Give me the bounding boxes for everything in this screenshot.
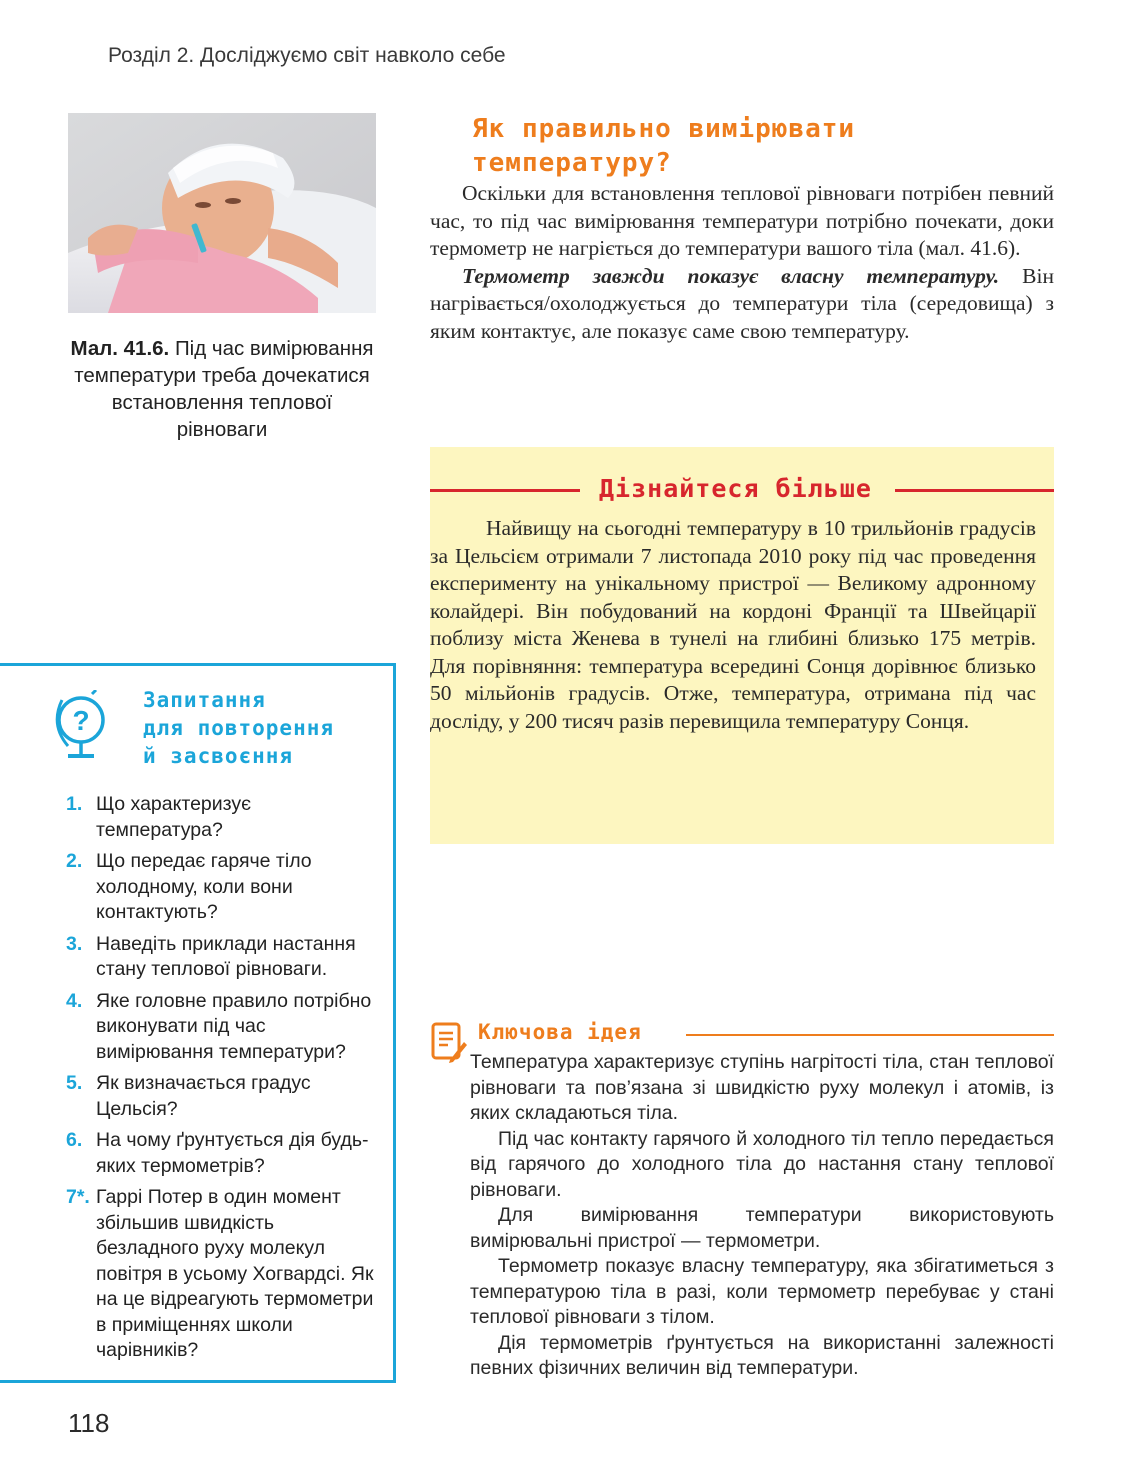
- questions-title-line-2: для повторення: [143, 716, 335, 740]
- learn-more-title: Дізнайтеся більше: [593, 474, 878, 503]
- main-paragraph-1: Оскільки для встановлення теплової рівноваги потрібен певний час, то під час вимірювання температури потрібно почекати, доки термометр не нагріється до температури вашого тіла (мал. 41.6).: [430, 181, 1054, 260]
- key-idea-text: [470, 1050, 1054, 1382]
- svg-text:?: ?: [72, 705, 90, 736]
- photo-child-with-thermometer: [68, 113, 376, 313]
- key-idea-paragraph: Температура характеризує ступінь нагрітості тіла, стан теплової рівноваги та пов’язана зі швидкістю руху молекул і атомів, із яких складаються тіла.: [470, 1051, 1054, 1124]
- section-title: Як правильно вимірювати температуру?: [472, 114, 856, 178]
- question-text: Що передає гаряче тіло холодному, коли вони контактують?: [96, 850, 312, 923]
- questions-title-line-1: Запитання: [143, 688, 266, 712]
- questions-list: [60, 792, 378, 1370]
- question-number: 3.: [66, 932, 83, 955]
- main-paragraph-2-text: Він нагрівається/охолоджується до температури тіла (середовища) з яким контактує, але показує саме свою температуру.: [430, 263, 1054, 343]
- question-text: Що характеризує температура?: [96, 793, 252, 841]
- key-idea-paragraph: Для вимірювання температури використовують вимірювальні пристрої — термометри.: [470, 1204, 1054, 1252]
- question-item: [60, 792, 378, 843]
- learn-more-text: Найвищу на сьогодні температуру в 10 трильйонів градусів за Цельсієм отримали 7 листопада 2010 року під час проведення експерименту на унікальному пристрої — Великому адронному колайдері. Він побудований на кордоні Франції та Швейцарії поблизу міста Женева в тунелі на глибині близько 175 метрів. Для порівняння: температура всередині Сонця дорівнює близько 50 мільйонів градусів. Отже, температура, отримана під час досліду, у 200 тисяч разів перевищила температуру Сонця.: [430, 516, 1036, 733]
- main-paragraph-2: [430, 263, 1054, 346]
- question-number: 6.: [66, 1129, 83, 1151]
- questions-title-line-3: й засвоєння: [143, 744, 294, 768]
- key-idea-paragraph: Дія термометрів ґрунтується на використанні залежності певних фізичних величин від температури.: [470, 1331, 1054, 1379]
- main-text: [430, 180, 1054, 345]
- question-number: 4.: [66, 989, 83, 1012]
- question-item: [60, 989, 378, 1066]
- key-idea-rule: [686, 1034, 1054, 1036]
- question-item: [60, 1185, 378, 1364]
- running-head: Розділ 2. Досліджуємо світ навколо себе: [108, 44, 506, 67]
- caption-text: Під час вимірювання температури треба дочекатися встановлення теплової рівноваги: [74, 337, 374, 441]
- question-text: Яке головне правило потрібно виконувати під час вимірювання температури?: [96, 989, 372, 1063]
- question-item: [60, 849, 378, 926]
- caption-label: Мал. 41.6.: [70, 337, 170, 360]
- key-idea-title: Ключова ідея: [478, 1020, 642, 1044]
- question-text: Наведіть приклади настання стану теплової рівноваги.: [96, 932, 356, 980]
- main-paragraph-2-emphasis: Термометр завжди показує власну температуру.: [462, 263, 1000, 288]
- question-text: Як визначається градус Цельсія?: [96, 1072, 311, 1120]
- key-idea-paragraph: Під час контакту гарячого й холодного тіл тепло передається від гарячого до холодного тіла до настання стану теплової рівноваги.: [470, 1127, 1054, 1201]
- question-number: 2.: [66, 850, 83, 872]
- learn-more-right-rule: [895, 489, 1054, 492]
- learn-more-header: [430, 474, 1054, 504]
- question-number: 7*.: [66, 1186, 90, 1208]
- learn-more-left-rule: [430, 489, 580, 492]
- key-idea-paragraph: Термометр показує власну температуру, яка збігатиметься з температурою тіла в разі, коли термометр перебуває у стані теплової рівноваги з тілом.: [470, 1255, 1054, 1328]
- notepad-pencil-icon: [430, 1020, 468, 1064]
- learn-more-box: [430, 447, 1054, 844]
- question-text: Гаррі Потер в один момент збільшив швидкість безладного руху молекул повітря в усьому Хогвардсі. Як на це відреагують термометри в приміщеннях школи чарівників?: [96, 1186, 374, 1361]
- question-item: [60, 1128, 378, 1179]
- questions-title: [143, 686, 334, 770]
- question-text: На чому ґрунтується дія будь-яких термометрів?: [96, 1129, 369, 1177]
- question-number: 5.: [66, 1072, 83, 1094]
- question-number: 1.: [66, 793, 83, 815]
- page-number: 118: [68, 1408, 110, 1438]
- question-item: [60, 932, 378, 983]
- globe-question-icon: [54, 690, 112, 762]
- question-item: [60, 1071, 378, 1122]
- figure-caption: [68, 335, 376, 443]
